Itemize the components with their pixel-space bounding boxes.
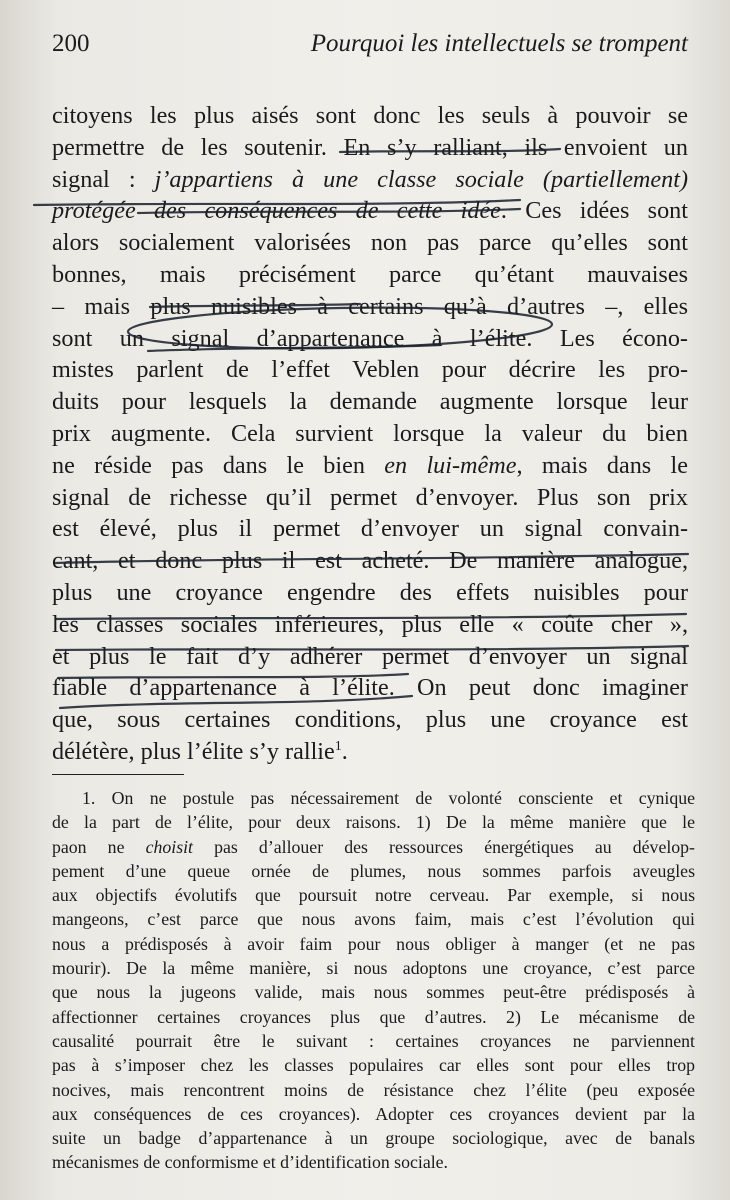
- footnote-line: 1. On ne postule pas nécessairement de volonté consciente et cynique: [82, 788, 695, 808]
- footnote-separator: [52, 774, 184, 775]
- text-span: ne réside pas dans le bien: [52, 451, 385, 479]
- text-line: [52, 195, 688, 227]
- text-line: est élevé, plus il permet d’envoyer un signal convain-: [52, 515, 688, 543]
- text-line: [52, 164, 688, 196]
- footnote-line: pas à s’imposer chez les classes populaires car elles sont pour elles trop: [52, 1055, 695, 1076]
- text-line: plus une croyance engendre des effets nuisibles pour: [52, 578, 688, 606]
- footnote-line: [52, 835, 695, 859]
- text-line: prix augmente. Cela survient lorsque la valeur du bien: [52, 419, 688, 447]
- text-span: signal :: [52, 165, 155, 193]
- running-head: [52, 30, 688, 66]
- footnote-line: suite un badge d’appartenance à un groupe sociologique, avec de banals: [52, 1128, 695, 1149]
- text-line: alors socialement valorisées non pas parce qu’elles sont: [52, 229, 688, 257]
- italic-phrase: en lui-même: [384, 451, 517, 479]
- footnote-line: de la part de l’élite, pour deux raisons. 1) De la même manière que le: [52, 812, 695, 833]
- text-line: les classes sociales inférieures, plus elle « coûte cher »,: [52, 610, 688, 638]
- footnote-reference: 1: [334, 738, 342, 754]
- text-line: et plus le fait d’y adhérer permet d’envoyer un signal: [52, 642, 688, 670]
- text-line: [52, 736, 688, 768]
- text-line: signal de richesse qu’il permet d’envoyer. Plus son prix: [52, 483, 688, 511]
- italic-quote: protégée des conséquences de cette idée: [52, 197, 501, 225]
- footnote-line: aux objectifs évolutifs que poursuit notre cerveau. Par exemple, si nous: [52, 885, 695, 906]
- footnote-line: affectionner certaines croyances plus que d’autres. 2) Le mécanisme de: [52, 1006, 695, 1027]
- text-line: sont un signal d’appartenance à l’élite. Les écono-: [52, 324, 688, 352]
- footnote-line: mécanismes de conformisme et d’identification sociale.: [52, 1152, 448, 1173]
- text-line: mistes parlent de l’effet Veblen pour décrire les pro-: [52, 356, 688, 384]
- text-line: cant, et donc plus il est acheté. De manière analogue,: [52, 547, 688, 575]
- page-number: 200: [52, 30, 90, 57]
- footnote-line: que nous la jugeons valide, mais nous sommes peut-être prédisposés à: [52, 982, 695, 1003]
- running-title: Pourquoi les intellectuels se trompent: [310, 30, 688, 57]
- text-span: .: [341, 737, 348, 765]
- italic-word: choisit: [145, 836, 193, 857]
- footnote-line: nocives, mais rencontrent moins de résistance chez l’élite (peu exposée: [52, 1079, 695, 1100]
- footnote-line: causalité pourrait être le suivant : certaines croyances ne parviennent: [52, 1030, 695, 1051]
- text-line: [52, 450, 688, 482]
- italic-quote: j’appartiens à une classe sociale (partiellement): [154, 165, 688, 193]
- footnote-line: mangeons, c’est parce que nous avons faim, mais c’est l’évolution qui: [52, 909, 695, 930]
- footnote-line: aux conséquences de ces croyances). Adopter ces croyances devient par la: [52, 1103, 695, 1124]
- text-line: bonnes, mais précisément parce qu’étant mauvaises: [52, 260, 688, 288]
- text-line: permettre de les soutenir. En s’y ralliant, ils envoient un: [52, 133, 688, 161]
- text-line: duits pour lesquels la demande augmente lorsque leur: [52, 388, 688, 416]
- text-span: pas d’allouer des ressources énergétiques au dévelop-: [193, 836, 695, 857]
- text-line: citoyens les plus aisés sont donc les seuls à pouvoir se: [52, 102, 688, 129]
- footnote: [52, 786, 695, 1175]
- footnote-line: mourir). De la même manière, si nous adoptons une croyance, c’est parce: [52, 958, 695, 979]
- text-span: paon ne: [52, 836, 146, 857]
- text-line: que, sous certaines conditions, plus une croyance est: [52, 706, 688, 734]
- text-span: . Ces idées sont: [500, 197, 688, 225]
- text-line: – mais plus nuisibles à certains qu’à d’autres –, elles: [52, 292, 688, 320]
- text-span: , mais dans le: [516, 451, 689, 479]
- text-line: fiable d’appartenance à l’élite. On peut donc imaginer: [52, 674, 688, 702]
- text-span: délétère, plus l’élite s’y rallie: [52, 737, 335, 765]
- main-paragraph: [52, 100, 688, 768]
- footnote-line: pement d’une queue ornée de plumes, nous sommes parfois aveugles: [52, 860, 695, 881]
- footnote-line: nous a prédisposés à avoir faim pour nous obliger à manger (et ne pas: [52, 933, 695, 954]
